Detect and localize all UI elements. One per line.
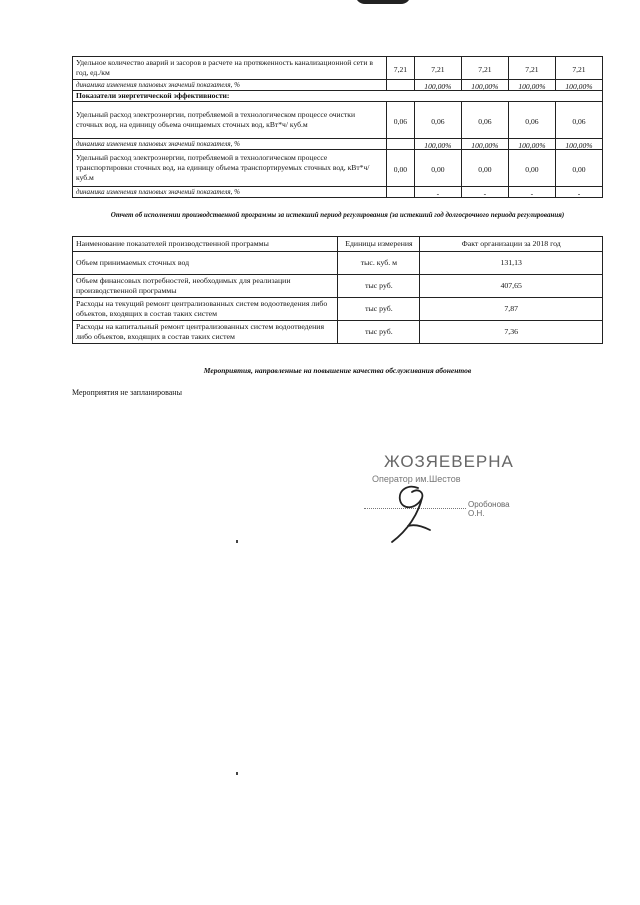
- indicator-value: [387, 150, 415, 187]
- indicator-value: [461, 80, 508, 91]
- stamp-org: ЖОЗЯЕВЕРНА: [384, 452, 514, 471]
- indicator-value: [508, 187, 555, 198]
- report-row-name: Объем финансовых потребностей, необходимых для реализации производственной программы: [73, 275, 338, 298]
- report-title: Отчет об исполнении производственной программы за истекший период регулирования (за истекший год долгосрочного периода регулирования): [110, 211, 565, 219]
- indicator-value: [461, 187, 508, 198]
- value-text: 7,21: [572, 65, 586, 74]
- scan-top-mark: [355, 0, 411, 4]
- stamp-name: Оробонова О.Н.: [468, 500, 510, 518]
- report-row-name: Расходы на текущий ремонт централизованных систем водоотведения либо объектов, входящих в состав таких систем: [73, 298, 338, 321]
- report-row-value: 131,13: [420, 252, 603, 275]
- value-text: 100,00%: [518, 141, 546, 150]
- value-text: 100,00%: [424, 141, 452, 150]
- indicator-row: [73, 57, 603, 80]
- indicator-value: [387, 187, 415, 198]
- indicator-value: [414, 187, 461, 198]
- indicator-label: Удельный расход электроэнергии, потребляемой в технологическом процессе транспортировки сточных вод, на единицу объема транспортируемых сточных вод, кВт*ч/ куб.м: [73, 150, 387, 187]
- report-row-value: 407,65: [420, 275, 603, 298]
- indicator-value: [414, 150, 461, 187]
- indicator-value: [555, 57, 602, 80]
- indicator-label: Удельный расход электроэнергии, потребляемой в технологическом процессе очистки сточных вод, на единицу объема очищаемых сточных вод, кВт*ч/ куб.м: [73, 102, 387, 139]
- indicator-row: [73, 187, 603, 198]
- header-unit: Единицы измерения: [338, 237, 420, 252]
- indicator-value: [387, 80, 415, 91]
- indicator-row: [73, 139, 603, 150]
- section-heading: Показатели энергетической эффективности:: [73, 91, 603, 102]
- value-text: 0,06: [478, 117, 492, 126]
- value-text: -: [483, 189, 487, 198]
- indicator-value: [414, 80, 461, 91]
- stamp-role: Оператор им.Шестов: [372, 474, 461, 484]
- indicator-value: [414, 57, 461, 80]
- indicator-row: [73, 91, 603, 102]
- report-row: [73, 321, 603, 344]
- indicator-value: [414, 139, 461, 150]
- value-text: -: [577, 189, 581, 198]
- indicator-value: [508, 80, 555, 91]
- indicator-value: [387, 57, 415, 80]
- report-row: [73, 275, 603, 298]
- report-row-unit: тыс руб.: [338, 275, 420, 298]
- handwritten-signature: [378, 480, 448, 550]
- measures-text: Мероприятия не запланированы: [72, 388, 182, 397]
- report-row-name: Объем принимаемых сточных вод: [73, 252, 338, 275]
- value-text: 0,06: [525, 117, 539, 126]
- measures-title: Мероприятия, направленные на повышение качества обслуживания абонентов: [203, 366, 472, 375]
- indicator-row: [73, 102, 603, 139]
- report-header-row: [73, 237, 603, 252]
- indicator-value: [508, 57, 555, 80]
- header-fact: Факт организации за 2018 год: [420, 237, 603, 252]
- value-text: 100,00%: [565, 82, 593, 91]
- report-row: [73, 298, 603, 321]
- indicator-value: [555, 139, 602, 150]
- value-text: 7,21: [431, 65, 445, 74]
- value-text: 100,00%: [565, 141, 593, 150]
- scan-speck: [236, 540, 238, 543]
- value-text: 7,21: [478, 65, 492, 74]
- indicator-value: [461, 150, 508, 187]
- value-text: -: [436, 189, 440, 198]
- value-text: 100,00%: [471, 141, 499, 150]
- report-row-unit: тыс руб.: [338, 321, 420, 344]
- indicator-row: [73, 150, 603, 187]
- header-name: Наименование показателей производственной программы: [73, 237, 338, 252]
- indicator-value: [387, 102, 415, 139]
- scan-speck: [236, 772, 238, 775]
- report-row: [73, 252, 603, 275]
- report-row-unit: тыс руб.: [338, 298, 420, 321]
- value-text: 0,06: [572, 117, 586, 126]
- value-text: 100,00%: [518, 82, 546, 91]
- value-text: 0,00: [572, 165, 586, 174]
- value-text: 7,21: [525, 65, 539, 74]
- indicator-value: [387, 139, 415, 150]
- report-table: [72, 236, 603, 344]
- report-row-value: 7,87: [420, 298, 603, 321]
- indicator-value: [555, 150, 602, 187]
- report-row-value: 7,36: [420, 321, 603, 344]
- indicator-value: [414, 102, 461, 139]
- indicator-value: [508, 102, 555, 139]
- value-text: 7,21: [393, 65, 408, 74]
- indicator-value: [508, 139, 555, 150]
- indicator-value: [555, 187, 602, 198]
- indicator-label: динамика изменения плановых значений показателя, %: [73, 187, 387, 198]
- indicator-label: динамика изменения плановых значений показателя, %: [73, 80, 387, 91]
- value-text: 0,00: [393, 165, 408, 174]
- indicator-value: [508, 150, 555, 187]
- indicators-table: [72, 56, 603, 198]
- value-text: 0,00: [525, 165, 539, 174]
- value-text: 0,06: [393, 117, 408, 126]
- indicator-label: динамика изменения плановых значений показателя, %: [73, 139, 387, 150]
- indicator-value: [461, 57, 508, 80]
- indicator-row: [73, 80, 603, 91]
- indicator-value: [555, 102, 602, 139]
- indicator-label: Удельное количество аварий и засоров в расчете на протяженность канализационной сети в год, ед./км: [73, 57, 387, 80]
- indicator-value: [555, 80, 602, 91]
- value-text: 0,00: [478, 165, 492, 174]
- indicator-value: [461, 102, 508, 139]
- report-row-unit: тыс. куб. м: [338, 252, 420, 275]
- value-text: 100,00%: [424, 82, 452, 91]
- indicator-value: [461, 139, 508, 150]
- value-text: 0,00: [431, 165, 445, 174]
- value-text: 0,06: [431, 117, 445, 126]
- value-text: -: [530, 189, 534, 198]
- value-text: 100,00%: [471, 82, 499, 91]
- report-row-name: Расходы на капитальный ремонт централизованных систем водоотведения либо объектов, входящих в состав таких систем: [73, 321, 338, 344]
